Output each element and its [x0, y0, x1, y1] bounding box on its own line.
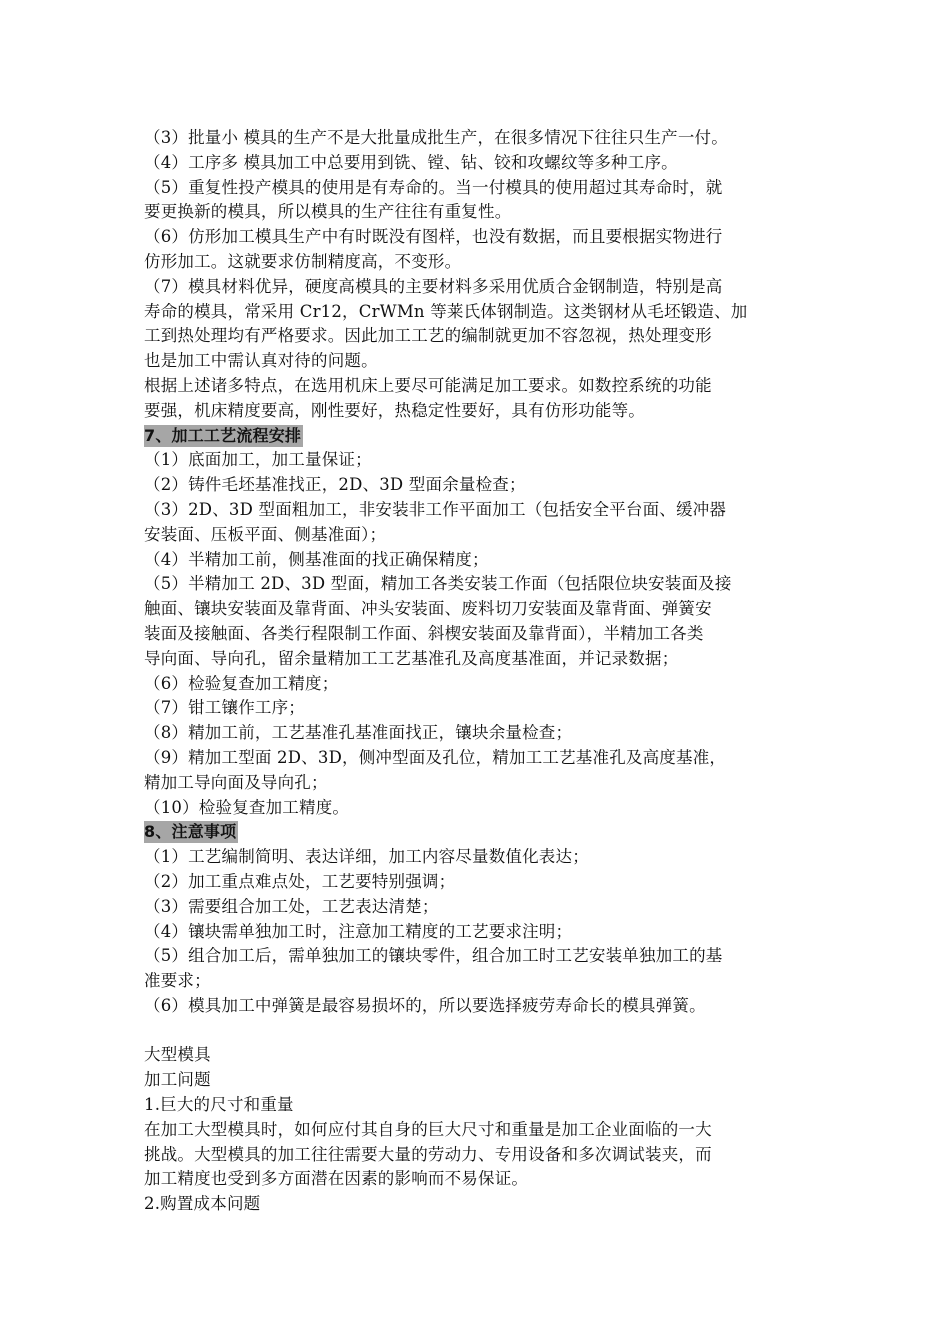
- list-item: （4）半精加工前，侧基准面的找正确保精度；: [144, 549, 489, 569]
- section-heading-row: [144, 820, 816, 845]
- text-line: 要更换新的模具，所以模具的生产往往有重复性。: [144, 202, 512, 222]
- text-line: 挑战。大型模具的加工往往需要大量的劳动力、专用设备和多次调试装夹，而: [144, 1144, 712, 1164]
- list-item: 精加工导向面及导向孔；: [144, 772, 328, 792]
- list-item: （2）加工重点难点处，工艺要特别强调；: [144, 871, 456, 891]
- list-item: 装面及接触面、各类行程限制工作面、斜楔安装面及靠背面），半精加工各类: [144, 623, 704, 643]
- section-heading-row: [144, 424, 816, 449]
- document-body: [144, 126, 816, 1217]
- text-line: 加工问题: [144, 1070, 211, 1090]
- list-item: （4）镶块需单独加工时，注意加工精度的工艺要求注明；: [144, 921, 573, 941]
- list-item: （1）底面加工，加工量保证；: [144, 450, 372, 470]
- text-line: 要强，机床精度要高，刚性要好，热稳定性要好，具有仿形功能等。: [144, 400, 645, 420]
- text-line: （4）工序多 模具加工中总要用到铣、镗、钻、铰和攻螺纹等多种工序。: [144, 152, 678, 172]
- blank-line: [144, 1019, 816, 1044]
- text-line: （7）模具材料优异，硬度高模具的主要材料多采用优质合金钢制造，特别是高: [144, 276, 723, 296]
- list-item: （8）精加工前，工艺基准孔基准面找正，镶块余量检查；: [144, 723, 573, 743]
- list-item: 准要求；: [144, 971, 211, 991]
- text-line: 在加工大型模具时，如何应付其自身的巨大尺寸和重量是加工企业面临的一大: [144, 1119, 712, 1139]
- list-item: （3）2D、3D 型面粗加工，非安装非工作平面加工（包括安全平台面、缓冲器: [144, 499, 727, 519]
- list-item: （5）半精加工 2D、3D 型面，精加工各类安装工作面（包括限位块安装面及接: [144, 574, 732, 594]
- section-heading-8: 8、注意事项: [144, 822, 237, 842]
- list-item: （1）工艺编制简明、表达详细，加工内容尽量数值化表达；: [144, 847, 589, 867]
- text-line: 寿命的模具，常采用 Cr12，CrWMn 等莱氏体钢制造。这类钢材从毛坯锻造、加: [144, 301, 748, 321]
- list-item: （5）组合加工后，需单独加工的镶块零件，组合加工时工艺安装单独加工的基: [144, 946, 723, 966]
- text-line: （5）重复性投产模具的使用是有寿命的。当一付模具的使用超过其寿命时，就: [144, 177, 723, 197]
- text-line: 加工精度也受到多方面潜在因素的影响而不易保证。: [144, 1169, 529, 1189]
- text-line: 根据上述诸多特点，在选用机床上要尽可能满足加工要求。如数控系统的功能: [144, 375, 712, 395]
- list-item: （7）钳工镶作工序；: [144, 698, 305, 718]
- text-line: 也是加工中需认真对待的问题。: [144, 351, 378, 371]
- list-item: 触面、镶块安装面及靠背面、冲头安装面、废料切刀安装面及靠背面、弹簧安: [144, 599, 712, 619]
- list-item: 安装面、压板平面、侧基准面）；: [144, 524, 387, 544]
- text-line: 2.购置成本问题: [144, 1194, 261, 1214]
- text-line: （6）仿形加工模具生产中有时既没有图样，也没有数据，而且要根据实物进行: [144, 227, 723, 247]
- list-item: （10）检验复查加工精度。: [144, 797, 350, 817]
- text-line: 工到热处理均有严格要求。因此加工工艺的编制就更加不容忽视，热处理变形: [144, 326, 712, 346]
- list-item: （6）模具加工中弹簧是最容易损坏的，所以要选择疲劳寿命长的模具弹簧。: [144, 995, 706, 1015]
- text-line: （3）批量小 模具的生产不是大批量成批生产，在很多情况下往往只生产一付。: [144, 128, 728, 147]
- text-line: 大型模具: [144, 1045, 211, 1065]
- list-item: 导向面、导向孔，留余量精加工工艺基准孔及高度基准面，并记录数据；: [144, 648, 679, 668]
- list-item: （9）精加工型面 2D、3D，侧冲型面及孔位，精加工工艺基准孔及高度基准，: [144, 747, 727, 767]
- list-item: （6）检验复查加工精度；: [144, 673, 339, 693]
- section-heading-7: 7、加工工艺流程安排: [144, 425, 302, 445]
- text-line: 仿形加工。这就要求仿制精度高，不变形。: [144, 251, 462, 271]
- list-item: （2）铸件毛坯基准找正，2D、3D 型面余量检查；: [144, 475, 526, 495]
- text-line: 1.巨大的尺寸和重量: [144, 1095, 294, 1115]
- list-item: （3）需要组合加工处，工艺表达清楚；: [144, 896, 439, 916]
